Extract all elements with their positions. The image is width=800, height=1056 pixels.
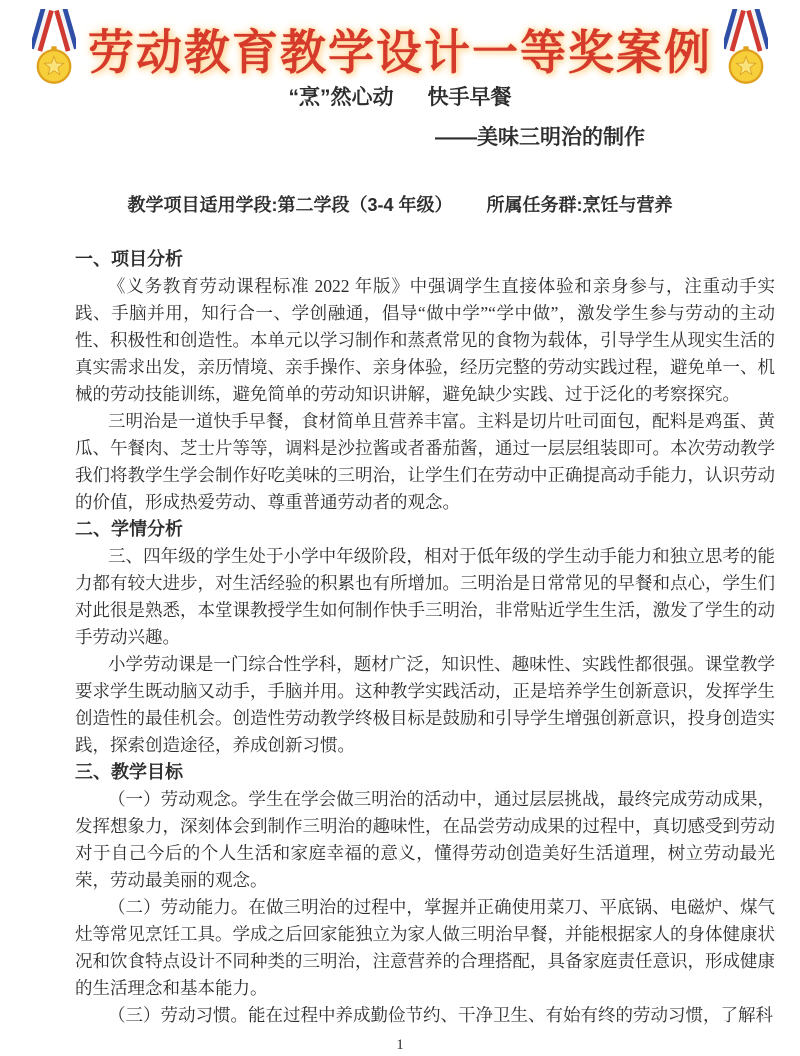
paragraph: 三、四年级的学生处于小学中年级阶段，相对于低年级的学生动手能力和独立思考的能力都有较大进步，对生活经验的积累也有所增加。三明治是日常常见的早餐和点心，学生们对此很是熟悉，本堂课教授学生如何制作快手三明治，非常贴近学生生活，激发了学生的动手劳动兴趣。 xyxy=(75,546,775,647)
award-banner xyxy=(0,8,800,90)
section-heading-teaching-goals: 三、教学目标 xyxy=(75,762,183,782)
paragraph: （三）劳动习惯。能在过程中养成勤俭节约、干净卫生、有始有终的劳动习惯，了解科 xyxy=(108,1005,773,1025)
meta-task-group: 所属任务群:烹饪与营养 xyxy=(486,195,673,215)
page-number: 1 xyxy=(396,1037,404,1053)
meta-grade-segment: 教学项目适用学段:第二学段（3-4 年级） xyxy=(127,195,453,215)
course-title-part1: “烹”然心动 xyxy=(288,86,394,109)
ribbon-right-strap xyxy=(54,9,76,52)
paragraph: 小学劳动课是一门综合性学科，题材广泛，知识性、趣味性、实践性都很强。课堂教学要求学生既动脑又动手，手脑并用。这种教学实践活动，正是培养学生创新意识，发挥学生创造性的最佳机会。创造性劳动教学终极目标是鼓励和引导学生增强创新意识，投身创造实践，探索创造途径，养成创新习惯。 xyxy=(75,654,775,755)
ribbon-right-strap xyxy=(746,9,768,52)
meta-line xyxy=(0,192,800,218)
section-heading-learner-analysis: 二、学情分析 xyxy=(75,519,183,539)
paragraph: 《义务教育劳动课程标准 2022 年版》中强调学生直接体验和亲身参与，注重动手实践、手脑并用，知行合一、学创融通，倡导“做中学”“学中做”，激发学生参与劳动的主动性、积极性和创造性。本单元以学习制作和蒸煮常见的食物为载体，引导学生从现实生活的真实需求出发，亲历情境、亲手操作、亲身体验，经历完整的劳动实践过程，避免单一、机械的劳动技能训练，避免简单的劳动知识讲解，避免缺少实践、过于泛化的考察探究。 xyxy=(75,276,775,404)
course-title-part2: 快手早餐 xyxy=(427,86,512,109)
medal-icon xyxy=(32,9,76,89)
document-page xyxy=(0,8,800,1056)
section-heading-project-analysis: 一、项目分析 xyxy=(75,249,183,269)
paragraph: 三明治是一道快手早餐，食材简单且营养丰富。主料是切片吐司面包，配料是鸡蛋、黄瓜、午餐肉、芝士片等等，调料是沙拉酱或者番茄酱，通过一层层组装即可。本次劳动教学我们将教学生学会制作好吃美味的三明治，让学生们在劳动中正确提高动手能力，认识劳动的价值，形成热爱劳动、尊重普通劳动者的观念。 xyxy=(75,411,775,512)
paragraph: （一）劳动观念。学生在学会做三明治的活动中，通过层层挑战，最终完成劳动成果，发挥想象力，深刻体会到制作三明治的趣味性，在品尝劳动成果的过程中，真切感受到劳动对于自己今后的个人生活和家庭幸福的意义，懂得劳动创造美好生活道理，树立劳动最光荣，劳动最美丽的观念。 xyxy=(75,789,775,890)
ribbon-left-strap xyxy=(32,9,54,52)
document-body xyxy=(0,246,800,1029)
subtitle-line2: ——美味三明治的制作 xyxy=(435,126,645,149)
ribbon-left-strap xyxy=(724,9,746,52)
medal-icon xyxy=(724,9,768,89)
subtitle-line1 xyxy=(0,84,800,112)
page-title: 劳动教育教学设计一等奖案例 xyxy=(88,24,712,81)
paragraph: （二）劳动能力。在做三明治的过程中，掌握并正确使用菜刀、平底锅、电磁炉、煤气灶等常见烹饪工具。学成之后回家能独立为家人做三明治早餐，并能根据家人的身体健康状况和饮食特点设计不同种类的三明治，注意营养的合理搭配，具备家庭责任意识，形成健康的生活理念和基本能力。 xyxy=(75,897,775,998)
